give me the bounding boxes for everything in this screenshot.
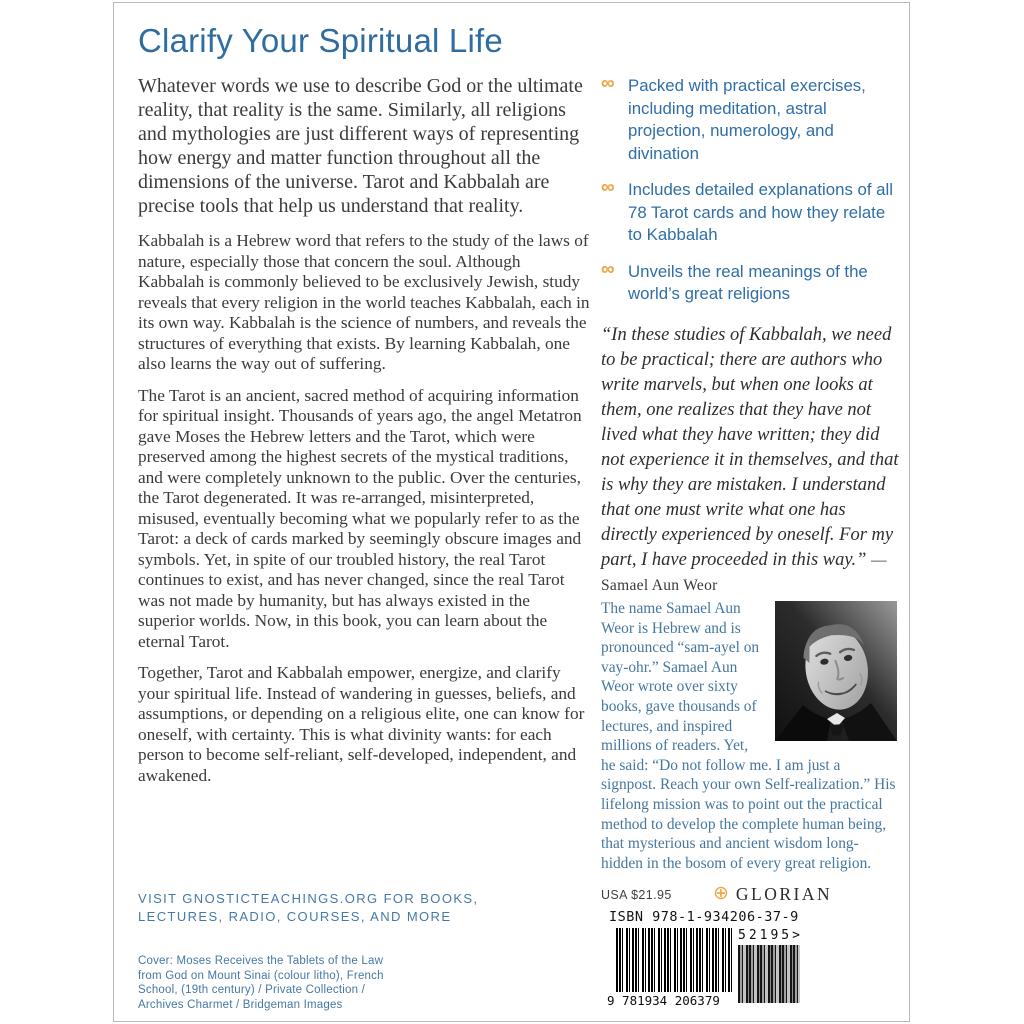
page-title: Clarify Your Spiritual Life [138,22,503,59]
cover-art-credit [138,954,384,1012]
author-photo [775,601,897,741]
bullet-text: Packed with practical exercises, including meditation, astral projection, numerology, and divination [628,76,866,163]
infinity-bullet-icon: ∞ [601,177,615,198]
cover-art-credit-line-4: Archives Charmet / Bridgeman Images [138,998,343,1011]
glorian-circle-cross-icon: ⊕ [713,883,729,904]
supplement-digits: 52195> [738,928,803,943]
isbn-barcode-block [607,909,804,1008]
right-column [601,3,897,1023]
publisher-name: GLORIAN [735,883,833,904]
together-paragraph: Together, Tarot and Kabbalah empower, energize, and clarify your spiritual life. Instead of wandering in guesses, beliefs, and assumptions, or depending on a religious elite, one can know for oneself, with certainty. This is what divinity wants: for each person to become self-reliant, self-developed, independent, and awakened. [138,663,585,785]
author-portrait-image [775,601,897,741]
author-quote [601,323,903,598]
ean-barcode-digits: 9 781934 206379 [607,993,720,1008]
intro-paragraph: Whatever words we use to describe God or the ultimate reality, that reality is the same. Similarly, all religions and mythologies are just different ways of representing how energy and matter function throughout all the dimensions of the universe. Tarot and Kabbalah are precise tools that help us understand that reality. [138,75,583,217]
website-note [138,890,479,926]
tarot-paragraph: The Tarot is an ancient, sacred method of acquiring information for spiritual insight. Thousands of years ago, the angel Metatron gave Moses the Hebrew letters and the Tarot, which were preserved among the highest secrets of the mystical traditions, and were completely unknown to the public. Over the centuries, the Tarot degenerated. It was re-arranged, misinterpreted, misused, eventually becoming what we popularly refer to as the Tarot: a deck of cards marked by seemingly obscure images and symbols. Yet, in spite of our troubled history, the real Tarot continues to exist, and has never changed, since the real Tarot was not made by humanity, but has always existed in the superior worlds. Now, in this book, you can learn about the eternal Tarot. [138,385,582,651]
bullet-text: Unveils the real meanings of the world’s great religions [628,261,868,303]
quote-attribution: —Samael Aun Weor [601,552,887,594]
infinity-bullet-icon: ∞ [601,73,615,94]
barcode-row [607,928,804,1008]
website-note-line-2: LECTURES, RADIO, COURSES, AND MORE [138,909,452,924]
list-item [601,179,894,247]
isbn-number: ISBN 978-1-934206-37-9 [609,909,799,925]
infinity-bullet-icon: ∞ [601,258,615,280]
ean-barcode [607,928,729,1008]
price-supplement-barcode [738,928,804,1003]
price-label: USA $21.95 [601,888,672,902]
author-bio-text: The name Samael Aun Weor is Hebrew and is pronounced “sam-ayel on vay-ohr.” Samael Aun Weor wrote over sixty books, gave thousands of lectures, and inspired millions of readers. Yet, he said: “Do not follow me. I am just a signpost. Reach your own Self-realization.” His lifelong mission was to point out the practical method to develop the complete human being, that mysterious and ancient wisdom long-hidden in the bosom of every great religion. [601,600,896,872]
kabbalah-paragraph: Kabbalah is a Hebrew word that refers to the study of the laws of nature, especially those that concern the soul. Although Kabbalah is commonly believed to be exclusively Jewish, study reveals that every religion in the world teaches Kabbalah, each in its own way. Kabbalah is the science of numbers, and reveals the structures of everything that exists. By learning Kabbalah, one also learns the way out of suffering. [138,231,590,373]
publisher-logo [713,883,832,905]
list-item [601,75,894,165]
cover-art-credit-line-2: from God on Mount Sinai (colour litho), French [138,969,384,982]
quote-text: “In these studies of Kabbalah, we need to be practical; there are authors who write marvels, but when one looks at them, one realizes that they have not lived what they have written; they did not experience it in themselves, and that is why they are mistaken. I understand that one must write what one has directly experienced by oneself. For my part, I have proceeded in this way.” [601,325,899,570]
book-back-cover [113,2,910,1022]
supplement-barcode-bars [738,945,800,1003]
cover-art-credit-line-1: Cover: Moses Receives the Tablets of the Law [138,955,384,967]
price-publisher-row [601,883,894,907]
website-note-line-1: VISIT GNOSTICTEACHINGS.ORG FOR BOOKS, [138,891,479,906]
author-bio [601,599,897,873]
list-item [601,258,894,306]
ean-barcode-bars [616,928,732,992]
bullet-text: Includes detailed explanations of all 78 Tarot cards and how they relate to Kabbalah [628,180,893,244]
selling-points-list [601,75,894,320]
cover-art-credit-line-3: School, (19th century) / Private Collection / [138,984,365,996]
left-column [138,21,590,797]
